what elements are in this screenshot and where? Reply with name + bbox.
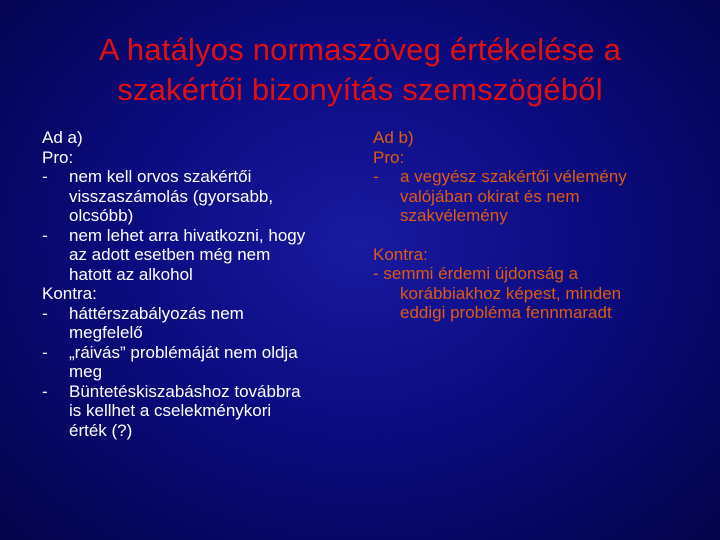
left-pro-item-2-line-2: az adott esetben még nem bbox=[69, 245, 271, 264]
right-kontra-line-1: - semmi érdemi újdonság a bbox=[373, 264, 579, 283]
left-pro-item-2 bbox=[42, 226, 362, 285]
bullet-dash: - bbox=[42, 167, 48, 186]
left-pro-item-2-line-1: nem lehet arra hivatkozni, hogy bbox=[69, 225, 306, 245]
right-kontra-line-3: eddigi probléma fennmaradt bbox=[400, 303, 612, 322]
bullet-dash: - bbox=[42, 225, 48, 245]
right-heading: Ad b) bbox=[373, 128, 414, 147]
slide-title-line-2: szakértői bizonyítás szemszögéből bbox=[117, 72, 603, 107]
bullet-dash: - bbox=[42, 303, 48, 323]
right-kontra-label: Kontra: bbox=[373, 244, 428, 264]
left-kontra-item-2 bbox=[42, 343, 362, 382]
right-pro-item-1-line-1: a vegyész szakértői vélemény bbox=[400, 167, 627, 186]
left-kontra-item-1-line-1: háttérszabályozás nem bbox=[69, 303, 244, 323]
right-pro-item-1 bbox=[373, 167, 703, 226]
left-kontra-label: Kontra: bbox=[42, 284, 97, 303]
slide-title-line-1: A hatályos normaszöveg értékelése a bbox=[98, 32, 622, 67]
left-pro-item-1-line-1: nem kell orvos szakértői bbox=[69, 167, 252, 186]
right-pro-label: Pro: bbox=[373, 147, 405, 167]
left-kontra-item-1 bbox=[42, 304, 362, 343]
right-pro-item-1-line-2: valójában okirat és nem bbox=[400, 186, 580, 206]
left-pro-item-1 bbox=[42, 167, 362, 226]
bullet-dash: - bbox=[42, 381, 48, 401]
slide-title bbox=[0, 30, 720, 110]
left-pro-item-1-line-3: olcsóbb) bbox=[69, 206, 134, 225]
left-pro-item-2-line-3: hatott az alkohol bbox=[69, 264, 193, 284]
left-pro-item-1-line-2: visszaszámolás (gyorsabb, bbox=[69, 186, 274, 206]
bullet-dash: - bbox=[42, 342, 48, 362]
left-pro-label: Pro: bbox=[42, 147, 74, 167]
left-heading: Ad a) bbox=[42, 128, 83, 147]
left-kontra-item-3-line-1: Büntetéskiszabáshoz továbbra bbox=[69, 381, 301, 401]
left-kontra-item-1-line-2: megfelelő bbox=[69, 323, 143, 342]
bullet-dash: - bbox=[373, 167, 379, 186]
right-kontra-line-2: korábbiakhoz képest, minden bbox=[400, 283, 622, 303]
left-kontra-item-2-line-2: meg bbox=[69, 362, 103, 381]
spacer bbox=[373, 226, 703, 245]
right-column bbox=[373, 128, 703, 323]
left-kontra-item-2-line-1: „ráivás” problémáját nem oldja bbox=[69, 342, 298, 362]
left-column bbox=[42, 128, 362, 440]
left-kontra-item-3 bbox=[42, 382, 362, 441]
right-pro-item-1-line-3: szakvélemény bbox=[400, 206, 508, 225]
left-kontra-item-3-line-2: is kellhet a cselekménykori bbox=[69, 401, 272, 420]
left-kontra-item-3-line-3: érték (?) bbox=[69, 420, 133, 440]
